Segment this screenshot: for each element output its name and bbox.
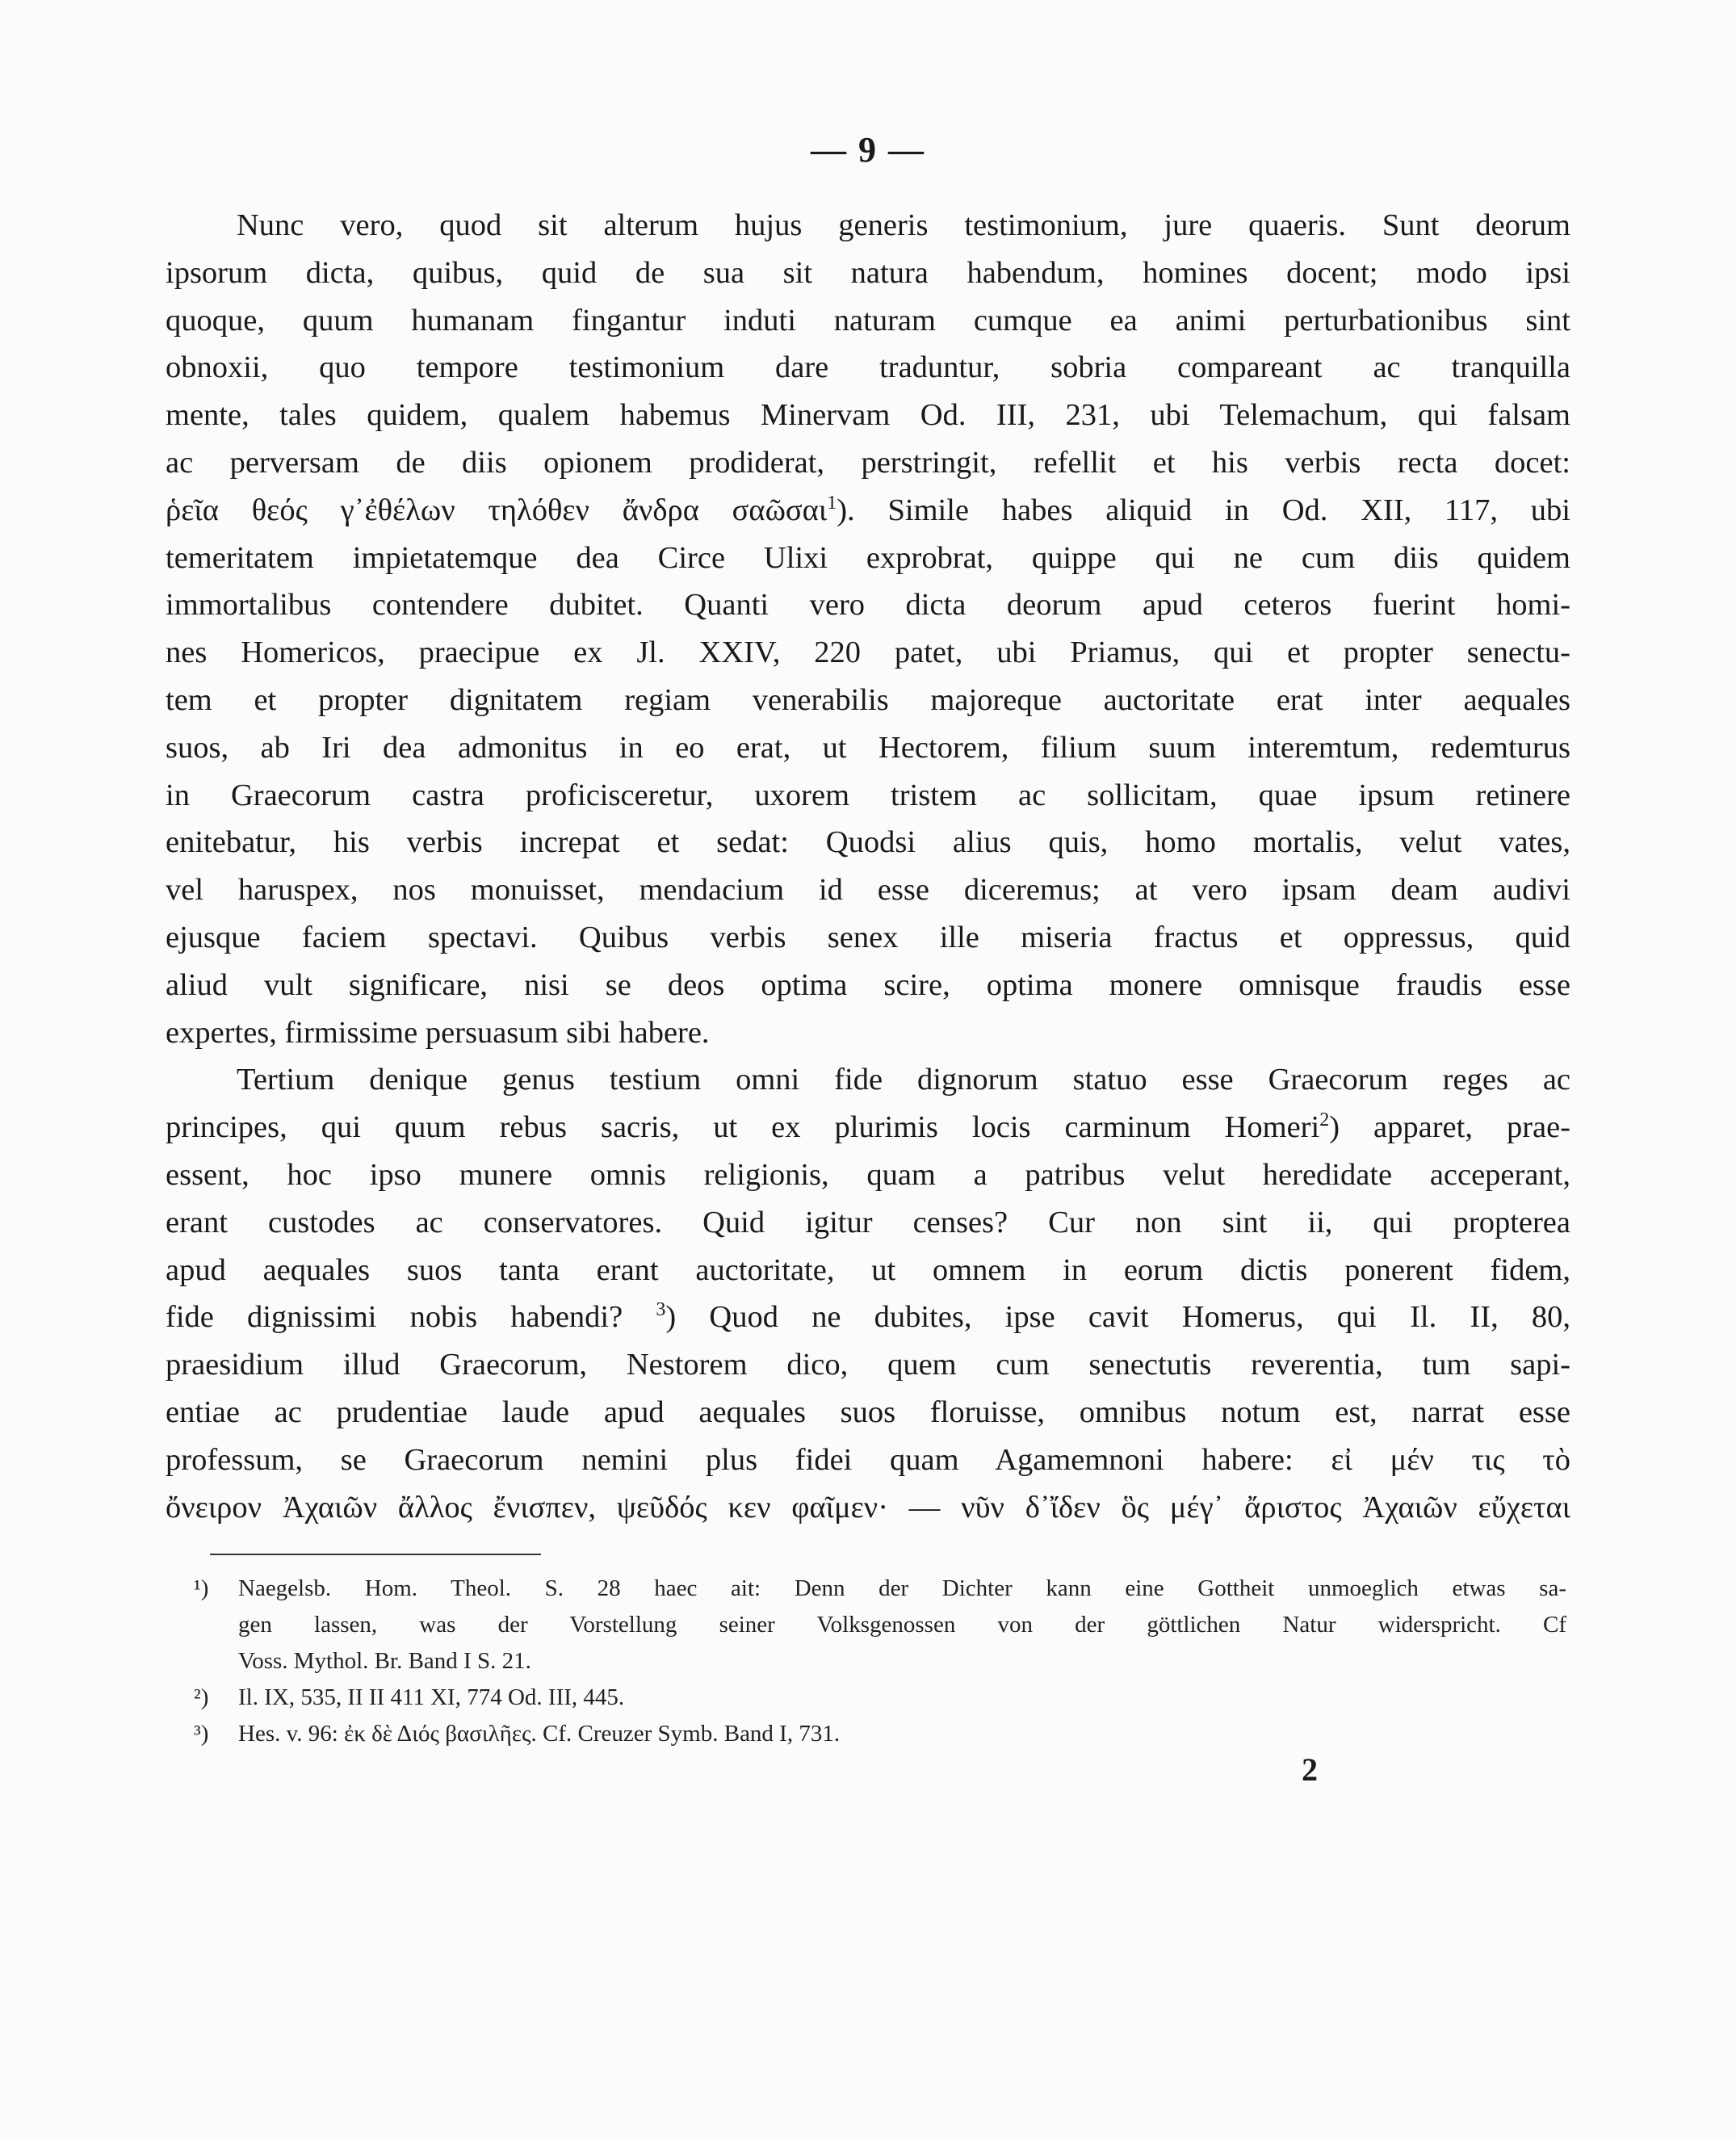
greek-quote: ῥεῖα θεός γ᾽ἐθέλων τηλόθεν ἄνδρα σαῶσαι	[166, 493, 828, 527]
text-line: ejusque faciem spectavi. Quibus verbis senex ille miseria fractus et oppressus, quid	[166, 920, 1570, 954]
footnote-number: ³)	[194, 1721, 209, 1747]
text-line: entiae ac prudentiae laude apud aequales suos floruisse, omnibus notum est, narrat esse	[166, 1395, 1570, 1429]
text-line: vel haruspex, nos monuisset, mendacium id esse diceremus; at vero ipsam deam audivi	[166, 873, 1570, 908]
text-line: suos, ab Iri dea admonitus in eo erat, ut Hectorem, filium suum interemtum, redemturus	[166, 730, 1570, 765]
footnote-2	[194, 1680, 1566, 1716]
footnote-ref: 1	[827, 492, 837, 514]
footnote-text: Naegelsb. Hom. Theol. S. 28 haec ait: Denn der Dichter kann eine Gottheit unmoeglich etwas sa-	[238, 1575, 1566, 1601]
text-line: obnoxii, quo tempore testimonium dare traduntur, sobria compareant ac tranquilla	[166, 350, 1570, 385]
footnote-number: ¹)	[194, 1575, 209, 1601]
text-line: praesidium illud Graecorum, Nestorem dico, quem cum senectutis reverentia, tum sapi-	[166, 1348, 1570, 1382]
signature-mark: 2	[1302, 1751, 1318, 1788]
text-line: ipsorum dicta, quibus, quid de sua sit natura habendum, homines docent; modo ipsi	[166, 255, 1570, 290]
footnote-text: Il. IX, 535, II II 411 XI, 774 Od. III, 445.	[238, 1684, 625, 1710]
text-line: ac perversam de diis opionem prodiderat, perstringit, refellit et his verbis recta docet:	[166, 445, 1570, 480]
footnote-ref-close: ).	[837, 493, 855, 527]
text-line: temeritatem impietatemque dea Circe Ulixi exprobrat, quippe qui ne cum diis quidem	[166, 540, 1570, 575]
text-line: in Graecorum castra proficisceretur, uxorem tristem ac sollicitam, quae ipsum retinere	[166, 778, 1570, 812]
page-number: — 9 —	[811, 130, 925, 170]
text-line: ὄνειρον Ἀχαιῶν ἄλλος ἔνισπεν, ψεῦδός κεν φαῖμεν· — νῦν δ᾽ἴδεν ὃς μέγ᾽ ἄριστος Ἀχαιῶν εὔχεται	[166, 1490, 1570, 1525]
text-line: Nunc vero, quod sit alterum hujus generis testimonium, jure quaeris. Sunt deorum	[237, 208, 1570, 242]
footnote-ref-close: )	[665, 1300, 677, 1335]
text-line	[166, 1294, 1570, 1341]
text-line: essent, hoc ipso munere omnis religionis, quam a patribus velut heredidate acceperant,	[166, 1157, 1570, 1192]
text-line: mente, tales quidem, qualem habemus Minervam Od. III, 231, ubi Telemachum, qui falsam	[166, 398, 1570, 433]
text-line: apud aequales suos tanta erant auctoritate, ut omnem in eorum dictis ponerent fidem,	[166, 1252, 1570, 1287]
text-line	[166, 1104, 1570, 1151]
text-segment: apparet, prae-	[1373, 1110, 1571, 1145]
footnotes	[194, 1571, 1566, 1752]
footnote-number: ²)	[194, 1684, 209, 1710]
main-text	[166, 202, 1570, 1531]
footnote-1	[194, 1571, 1566, 1607]
text-segment: Quod ne dubites, ipse cavit Homerus, qui Il. II, 80,	[709, 1300, 1570, 1335]
text-line: enitebatur, his verbis increpat et sedat: Quodsi alius quis, homo mortalis, velut vates,	[166, 825, 1570, 860]
text-line: immortalibus contendere dubitet. Quanti vero dicta deorum apud ceteros fuerint homi-	[166, 588, 1570, 623]
footnote-ref: 3	[656, 1299, 666, 1321]
text-line: Tertium denique genus testium omni fide dignorum statuo esse Graecorum reges ac	[237, 1063, 1570, 1097]
text-line: aliud vult significare, nisi se deos optima scire, optima monere omnisque fraudis esse	[166, 967, 1570, 1002]
footnote-ref-close: )	[1329, 1110, 1340, 1145]
text-line: quoque, quum humanam fingantur induti naturam cumque ea animi perturbationibus sint	[166, 303, 1570, 338]
footnote-ref: 2	[1319, 1109, 1330, 1131]
text-segment: Simile habes aliquid in Od. XII, 117, ubi	[887, 493, 1570, 527]
footnote-3	[194, 1716, 1566, 1752]
text-line: tem et propter dignitatem regiam venerabilis majoreque auctoritate erat inter aequales	[166, 682, 1570, 717]
footnote-text: Hes. v. 96: ἐκ δὲ Διός βασιλῆες. Cf. Creuzer Symb. Band I, 731.	[238, 1721, 841, 1747]
text-segment: principes, qui quum rebus sacris, ut ex plurimis locis carminum Homeri	[166, 1110, 1320, 1145]
footnote-divider	[210, 1554, 541, 1555]
text-segment: fide dignissimi nobis habendi?	[166, 1300, 623, 1335]
text-line	[166, 487, 1570, 535]
text-line: nes Homericos, praecipue ex Jl. XXIV, 220 patet, ubi Priamus, qui et propter senectu-	[166, 635, 1570, 670]
text-line: professum, se Graecorum nemini plus fidei quam Agamemnoni habere: εἰ μέν τις τὸ	[166, 1442, 1570, 1477]
footnote-1-cont: gen lassen, was der Vorstellung seiner Volksgenossen von der göttlichen Natur widerspricht. Cf	[238, 1612, 1566, 1638]
text-line: erant custodes ac conservatores. Quid igitur censes? Cur non sint ii, qui propterea	[166, 1205, 1570, 1239]
text-line: expertes, firmissime persuasum sibi habere.	[166, 1015, 710, 1050]
footnote-1-cont: Voss. Mythol. Br. Band I S. 21.	[238, 1648, 531, 1674]
